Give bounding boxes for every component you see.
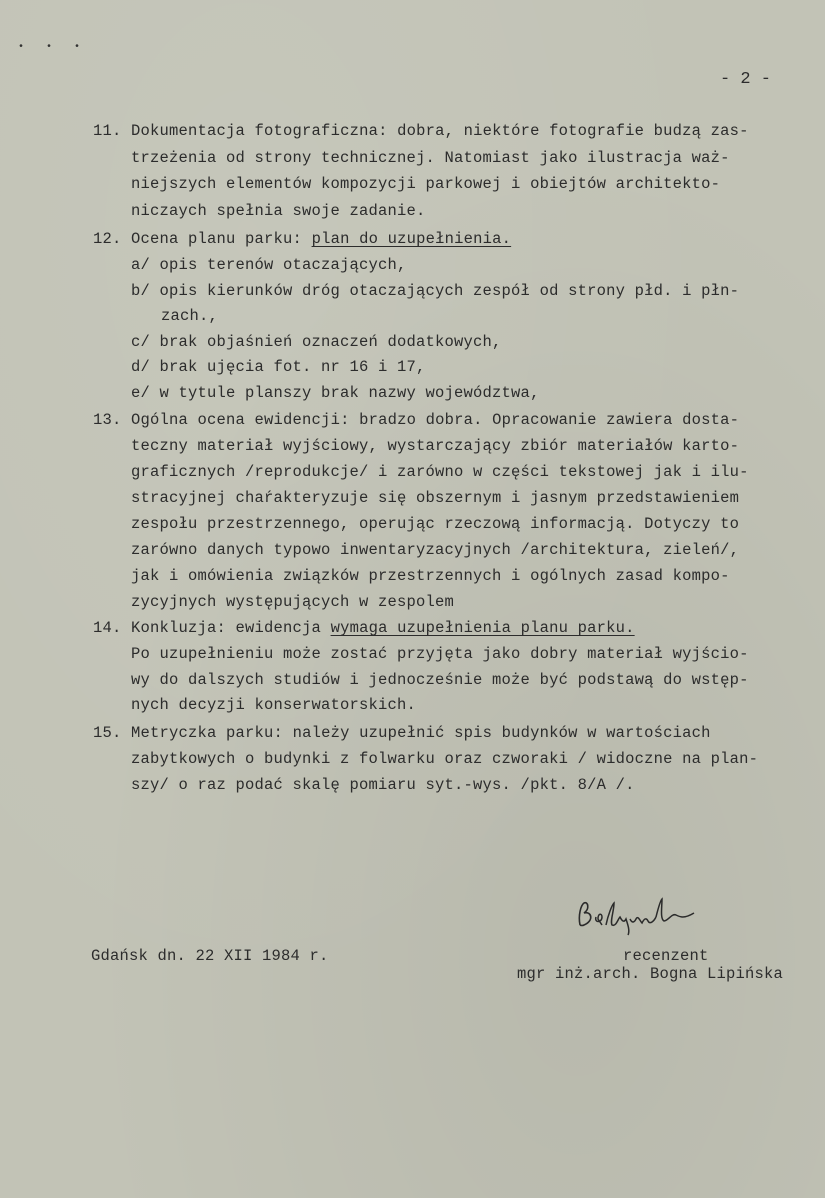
item-12-d: d/ brak ujęcia fot. nr 16 i 17, bbox=[131, 358, 426, 376]
item-14-line-3: wy do dalszych studiów i jednocześnie może być podstawą do wstęp- bbox=[131, 671, 749, 689]
handwritten-signature bbox=[572, 895, 700, 937]
item-12-b: b/ opis kierunków dróg otaczających zespół od strony płd. i płn- bbox=[131, 282, 740, 300]
place-and-date: Gdańsk dn. 22 XII 1984 r. bbox=[91, 947, 329, 965]
item-13-line-5: zespołu przestrzennego, operując rzeczową informacją. Dotyczy to bbox=[131, 515, 740, 533]
item-13-line-7: jak i omówienia związków przestrzennych i ogólnych zasad kompo- bbox=[131, 567, 730, 585]
item-15-text: należy uzupełnić spis budynków w wartościach bbox=[283, 724, 711, 742]
item-14-underlined-text: wymaga uzupełnienia planu parku. bbox=[330, 619, 635, 637]
item-13-text: bradzo dobra. Opracowanie zawiera dosta- bbox=[349, 411, 740, 429]
item-12-underlined-text: plan do uzupełnienia. bbox=[311, 230, 512, 248]
item-14-text: ewidencja bbox=[226, 619, 331, 637]
item-13-line-8: zycyjnych występujących w zespolem bbox=[131, 593, 455, 611]
item-12-heading: Ocena planu parku: bbox=[131, 230, 303, 248]
item-15-number: 15. bbox=[93, 724, 122, 742]
item-11-line-3: niejszych elementów kompozycji parkowej i obiejtów architekto- bbox=[131, 175, 721, 193]
item-14-line-4: nych decyzji konserwatorskich. bbox=[131, 696, 417, 714]
item-13-heading: Ogólna ocena ewidencji: bbox=[131, 411, 350, 429]
paper-specks: • • • bbox=[18, 42, 89, 53]
item-15-line-3: szy/ o raz podać skalę pomiaru syt.-wys. /pkt. 8/A /. bbox=[131, 776, 635, 794]
item-11-line-2: trzeżenia od strony technicznej. Natomiast jako ilustracja waż- bbox=[131, 149, 730, 167]
item-13-line-4: stracyjnej chaŕakteryzuje się obszernym i jasnym przedstawieniem bbox=[131, 489, 740, 507]
item-12-a: a/ opis terenów otaczających, bbox=[131, 256, 407, 274]
reviewer-name: mgr inż.arch. Bogna Lipińska bbox=[517, 965, 784, 983]
item-11-line-4: niczaych spełnia swoje zadanie. bbox=[131, 202, 426, 220]
item-12-b-cont: zach., bbox=[161, 307, 219, 325]
item-14-line-1 bbox=[93, 615, 635, 641]
item-12-line-1 bbox=[93, 226, 511, 252]
reviewer-role: recenzent bbox=[623, 947, 709, 965]
item-13-line-6: zarówno danych typowo inwentaryzacyjnych /architektura, zieleń/, bbox=[131, 541, 740, 559]
item-15-heading: Metryczka parku: bbox=[131, 724, 284, 742]
item-14-line-2: Po uzupełnieniu może zostać przyjęta jako dobry materiał wyjścio- bbox=[131, 645, 749, 663]
item-11-number: 11. bbox=[93, 122, 122, 140]
item-14-heading: Konkluzja: bbox=[131, 619, 227, 637]
item-15-line-2: zabytkowych o budynki z folwarku oraz czworaki / widoczne na plan- bbox=[131, 750, 759, 768]
item-14-number: 14. bbox=[93, 619, 122, 637]
item-11-line-1 bbox=[93, 118, 749, 144]
item-13-number: 13. bbox=[93, 411, 122, 429]
item-12-e: e/ w tytule planszy brak nazwy województwa, bbox=[131, 384, 540, 402]
page-number: - 2 - bbox=[720, 70, 772, 89]
item-13-line-3: graficznych /reprodukcje/ i zarówno w części tekstowej jak i ilu- bbox=[131, 463, 749, 481]
item-12-number: 12. bbox=[93, 230, 122, 248]
item-15-line-1 bbox=[93, 720, 711, 746]
item-13-line-2: teczny materiał wyjściowy, wystarczający zbiór materiałów karto- bbox=[131, 437, 740, 455]
item-12-c: c/ brak objaśnień oznaczeń dodatkowych, bbox=[131, 333, 502, 351]
item-11-heading: Dokumentacja fotograficzna: bbox=[131, 122, 388, 140]
item-11-text: dobra, niektóre fotografie budzą zas- bbox=[387, 122, 749, 140]
item-13-line-1 bbox=[93, 407, 739, 433]
